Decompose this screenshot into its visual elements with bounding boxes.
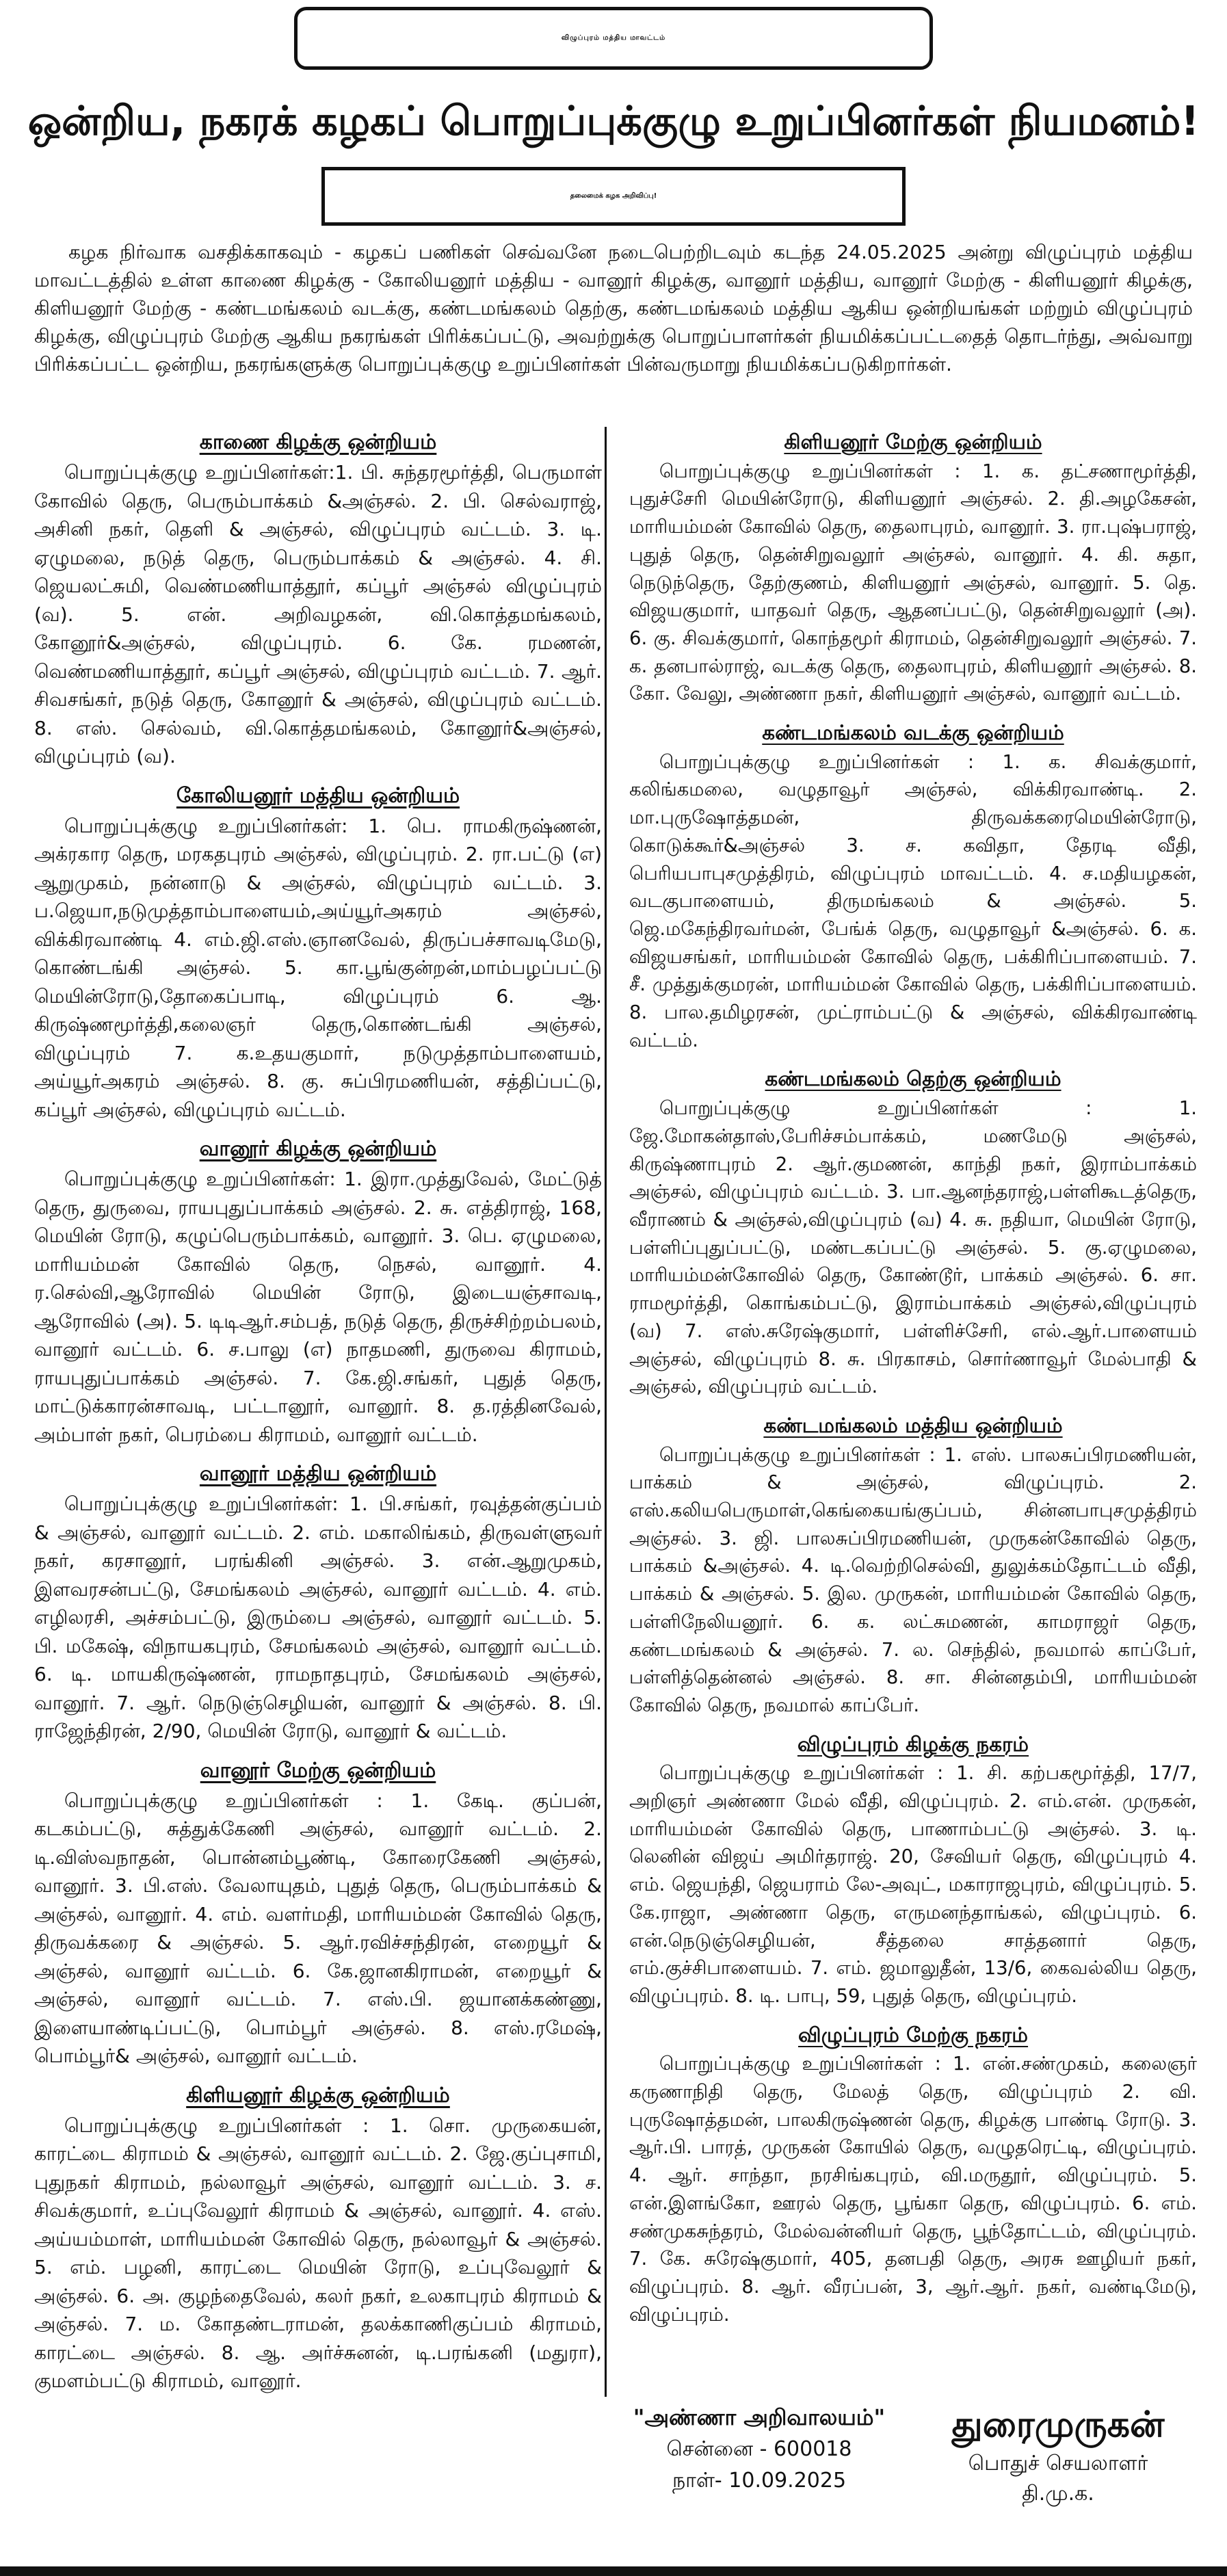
section-heading: கோலியனூர் மத்திய ஒன்றியம் [176, 783, 460, 808]
intro-paragraph: கழக நிர்வாக வசதிக்காகவும் - கழகப் பணிகள் செவ்வனே நடைபெற்றிடவும் கடந்த 24.05.2025 அன்று விழுப்புரம் மத்திய மாவட்டத்தில் உள்ள காணை கிழக்கு - கோலியனூர் மத்திய - வானூர் கிழக்கு, வானூர் மத்திய, வானூர் மேற்கு - கிளியனூர் கிழக்கு, கிளியனூர் மேற்கு - கண்டமங்கலம் வடக்கு, கண்டமங்கலம் தெற்கு, கண்டமங்கலம் மத்திய ஆகிய ஒன்றியங்கள் மற்றும் விழுப்புரம் கிழக்கு, விழுப்புரம் மேற்கு ஆகிய நகரங்கள் பிரிக்கப்பட்டு, அவற்றுக்கு பொறுப்பாளர்கள் நியமிக்கப்பட்டதைத் தொடர்ந்து, அவ்வாறு பிரிக்கப்பட்ட ஒன்றிய, நகரங்களுக்கு பொறுப்புக்குழு உறுப்பினர்கள் பின்வருமாறு நியமிக்கப்படுகிறார்கள். [34, 241, 1193, 376]
section-heading: விழுப்புரம் மேற்கு நகரம் [797, 2023, 1029, 2047]
office-name: "அண்ணா அறிவாலயம்" [633, 2404, 886, 2430]
section-heading: கண்டமங்கலம் வடக்கு ஒன்றியம் [762, 721, 1064, 745]
section-members: பொறுப்புக்குழு உறுப்பினர்கள்: 1. பி.சங்கர், ரவுத்தன்குப்பம் & அஞ்சல், வானூர் வட்டம். 2. எம். மகாலிங்கம், திருவள்ளுவர் நகர், கரசானூர், பரங்கினி அஞ்சல். 3. என்.ஆறுமுகம், இளவரசன்பட்டு, சேமங்கலம் அஞ்சல், வானூர் வட்டம். 4. எம். எழிலரசி, அச்சம்பட்டு, இரும்பை அஞ்சல், வானூர் வட்டம். 5. பி. மகேஷ், விநாயகபுரம், சேமங்கலம் அஞ்சல், வானூர் வட்டம். 6. டி. மாயகிருஷ்ணன், ராமநாதபுரம், சேமங்கலம் அஞ்சல், வானூர். 7. ஆர். நெடுஞ்செழியன், வானூர் & அஞ்சல். 8. பி. ராஜேந்திரன், 2/90, மெயின் ரோடு, வானூர் & வட்டம். [34, 1493, 602, 1742]
section-heading: வானூர் மத்திய ஒன்றியம் [199, 1462, 437, 1486]
bottom-border [0, 2566, 1227, 2576]
union-section [629, 1729, 1197, 2010]
union-section [34, 780, 602, 1125]
section-heading: வானூர் கிழக்கு ஒன்றியம் [199, 1137, 437, 1161]
section-members: பொறுப்புக்குழு உறுப்பினர்கள் : 1. க. தட்சணாமூர்த்தி, புதுச்சேரி மெயின்ரோடு, கிளியனூர் அஞ்சல். 2. தி.அழகேசன், மாரியம்மன் கோவில் தெரு, தைலாபுரம், வானூர். 3. ரா.புஷ்பராஜ், புதுத் தெரு, தென்சிறுவலூர் அஞ்சல், வானூர். 4. கி. சுதா, நெடுந்தெரு, தேற்குணம், கிளியனூர் அஞ்சல், வானூர். 5. தெ. விஜயகுமார், யாதவர் தெரு, ஆதனப்பட்டு, தென்சிறுவலூர் (அ). 6. கு. சிவக்குமார், கொந்தமூர் கிராமம், தென்சிறுவலூர் அஞ்சல். 7. க. தனபால்ராஜ், வடக்கு தெரு, தைலாபுரம், கிளியனூர் அஞ்சல். 8. கோ. வேலு, அண்ணா நகர், கிளியனூர் அஞ்சல், வானூர் வட்டம். [629, 460, 1197, 705]
union-section [34, 427, 602, 771]
section-members: பொறுப்புக்குழு உறுப்பினர்கள் : 1. சொ. முருகையன், காரட்டை கிராமம் & அஞ்சல், வானூர் வட்டம். 2. ஜே.குப்புசாமி, புதுநகர் கிராமம், நல்லாவூர் அஞ்சல், வானூர் வட்டம். 3. ச. சிவக்குமார், உப்புவேலூர் கிராமம் & அஞ்சல், வானூர். 4. எஸ். அய்யம்மாள், மாரியம்மன் கோவில் தெரு, நல்லாவூர் & அஞ்சல். 5. எம். பழனி, காரட்டை மெயின் ரோடு, உப்புவேலூர் & அஞ்சல். 6. அ. குழந்தைவேல், கலர் நகர், உலகாபுரம் கிராமம் & அஞ்சல். 7. ம. கோதண்டராமன், தலக்காணிகுப்பம் கிராமம், காரட்டை அஞ்சல். 8. ஆ. அர்ச்சுனன், டி.பரங்கனி (மதுரா), குமளம்பட்டு கிராமம், வானூர். [34, 2114, 602, 2392]
office-city: சென்னை - 600018 [666, 2437, 852, 2461]
section-heading: விழுப்புரம் கிழக்கு நகரம் [797, 1732, 1029, 1756]
union-section [34, 2080, 602, 2395]
notice-date: நாள்- 10.09.2025 [672, 2469, 847, 2493]
footer [616, 2401, 1206, 2562]
signatory-name: துரைமுருகன் [951, 2404, 1165, 2445]
section-members: பொறுப்புக்குழு உறுப்பினர்கள்:1. பி. சுந்தரமூர்த்தி, பெருமாள் கோவில் தெரு, பெரும்பாக்கம் &அஞ்சல். 2. பி. செல்வராஜ், அசினி நகர், தெளி & அஞ்சல், விழுப்புரம் வட்டம். 3. டி. ஏழுமலை, நடுத் தெரு, பெரும்பாக்கம் & அஞ்சல். 4. சி. ஜெயலட்சுமி, வெண்மணியாத்தூர், கப்பூர் அஞ்சல் விழுப்புரம் (வ). 5. என். அறிவழகன், வி.கொத்தமங்கலம், கோனூர்&அஞ்சல், விழுப்புரம். 6. கே. ரமணன், வெண்மணியாத்தூர், கப்பூர் அஞ்சல், விழுப்புரம் வட்டம். 7. ஆர். சிவசங்கர், நடுத் தெரு, கோனூர் & அஞ்சல், விழுப்புரம் வட்டம். 8. எஸ். செல்வம், வி.கொத்தமங்கலம், கோனூர்&அஞ்சல், விழுப்புரம் (வ). [34, 461, 602, 767]
union-section [34, 1755, 602, 2071]
footer-signature [910, 2401, 1206, 2509]
section-heading: கண்டமங்கலம் மத்திய ஒன்றியம் [763, 1413, 1063, 1437]
union-section [629, 1410, 1197, 1720]
union-section [629, 2020, 1197, 2329]
union-section [629, 427, 1197, 708]
section-members: பொறுப்புக்குழு உறுப்பினர்கள் : 1. கேடி. குப்பன், கடகம்பட்டு, சுத்துக்கேணி அஞ்சல், வானூர் வட்டம். 2. டி.விஸ்வநாதன், பொன்னம்பூண்டி, கோரைகேணி அஞ்சல், வானூர். 3. பி.எஸ். வேலாயுதம், புதுத் தெரு, பெரும்பாக்கம் & அஞ்சல், வானூர். 4. எம். வளர்மதி, மாரியம்மன் கோவில் தெரு, திருவக்கரை & அஞ்சல். 5. ஆர்.ரவிச்சந்திரன், எறையூர் & அஞ்சல், வானூர் வட்டம். 6. கே.ஜானகிராமன், எறையூர் & அஞ்சல், வானூர் வட்டம். 7. எஸ்.பி. ஜயானக்கண்ணு, இளையாண்டிப்பட்டு, பொம்பூர் அஞ்சல். 8. எஸ்.ரமேஷ், பொம்பூர்& அஞ்சல், வானூர் வட்டம். [34, 1789, 602, 2067]
section-heading: வானூர் மேற்கு ஒன்றியம் [200, 1758, 436, 1783]
left-column [34, 427, 602, 2405]
section-members: பொறுப்புக்குழு உறுப்பினர்கள் : 1. என்.சண்முகம், கலைஞர் கருணாநிதி தெரு, மேலத் தெரு, விழுப்புரம் 2. வி. புருஷோத்தமன், பாலகிருஷ்ணன் தெரு, கிழக்கு பாண்டி ரோடு. 3. ஆர்.பி. பாரத், முருகன் கோயில் தெரு, வழுதரெட்டி, விழுப்புரம். 4. ஆர். சாந்தா, நரசிங்கபுரம், வி.மருதூர், விழுப்புரம். 5. என்.இளங்கோ, ஊரல் தெரு, பூங்கா தெரு, விழுப்புரம். 6. எம். சண்முகசுந்தரம், மேல்வன்னியர் தெரு, பூந்தோட்டம், விழுப்புரம். 7. கே. சுரேஷ்குமார், 405, தனபதி தெரு, அரசு ஊழியர் நகர், விழுப்புரம். 8. ஆர். வீரப்பன், 3, ஆர்.ஆர். நகர், வண்டிமேடு, விழுப்புரம். [629, 2053, 1197, 2326]
section-members: பொறுப்புக்குழு உறுப்பினர்கள் : 1. சி. கற்பகமூர்த்தி, 17/7, அறிஞர் அண்ணா மேல் வீதி, விழுப்புரம். 2. எம்.என். முருகன், மாரியம்மன் கோவில் தெரு, பாணாம்பட்டு அஞ்சல். 3. டி. லெனின் விஜய் அமிர்தராஜ். 20, சேவியர் தெரு, விழுப்புரம் 4. எம். ஜெயந்தி, ஜெயராம் லே-அவுட், மகாராஜபுரம், விழுப்புரம். 5. கே.ராஜா, அண்ணா தெரு, எருமனந்தாங்கல், விழுப்புரம். 6. என்.நெடுஞ்செழியன், சீத்தலை சாத்தனார் தெரு, எம்.குச்சிபாளையம். 7. எம். ஜமாலுதீன், 13/6, கைவல்லிய தெரு, விழுப்புரம். 8. டி. பாபு, 59, புதுத் தெரு, விழுப்புரம். [629, 1762, 1197, 2007]
footer-address [616, 2401, 903, 2497]
section-heading: கிளியனூர் மேற்கு ஒன்றியம் [784, 430, 1042, 454]
union-section [629, 1064, 1197, 1400]
section-heading: காணை கிழக்கு ஒன்றியம் [199, 430, 437, 454]
section-heading: கண்டமங்கலம் தெற்கு ஒன்றியம் [765, 1067, 1061, 1091]
section-members: பொறுப்புக்குழு உறுப்பினர்கள் : 1. க. சிவக்குமார், கலிங்கமலை, வழுதாவூர் அஞ்சல், விக்கிரவாண்டி. 2. மா.புருஷோத்தமன், திருவக்கரைமெயின்ரோடு, கொடுக்கூர்&அஞ்சல் 3. ச. கவிதா, தேரடி வீதி, பெரியபாபுசமுத்திரம், விழுப்புரம் மாவட்டம். 4. ச.மதியழகன், வடகுபாளையம், திருமங்கலம் & அஞ்சல். 5. ஜெ.மகேந்திரவர்மன், பேங்க் தெரு, வழுதாவூர் &அஞ்சல். 6. க. விஜயசங்கர், மாரியம்மன் கோவில் தெரு, பக்கிரிப்பாளையம். 7. சீ. முத்துக்குமரன், மாரியம்மன் கோவில் தெரு, பக்கிரிப்பாளையம். 8. பால.தமிழரசன், முட்ராம்பட்டு & அஞ்சல், விக்கிரவாண்டி வட்டம். [629, 750, 1197, 1051]
union-section [34, 1133, 602, 1449]
district-title: விழுப்புரம் மத்திய மாவட்டம் [294, 7, 933, 70]
column-divider [605, 427, 607, 2397]
main-headline: ஒன்றிய, நகரக் கழகப் பொறுப்புக்குழு உறுப்பினர்கள் நியமனம்! [27, 96, 1200, 144]
party-name: தி.மு.க. [1022, 2482, 1094, 2506]
section-members: பொறுப்புக்குழு உறுப்பினர்கள் : 1. எஸ். பாலசுப்பிரமணியன், பாக்கம் & அஞ்சல், விழுப்புரம். 2. எஸ்.கலியபெருமாள்,கெங்கையங்குப்பம், சின்னபாபுசமுத்திரம் அஞ்சல். 3. ஜி. பாலசுப்பிரமணியன், முருகன்கோவில் தெரு, பாக்கம் &அஞ்சல். 4. டி.வெற்றிசெல்வி, துலுக்கம்தோட்டம் வீதி, பாக்கம் & அஞ்சல். 5. இல. முருகன், மாரியம்மன் கோவில் தெரு, பள்ளிநேலியனூர். 6. க. லட்சுமணன், காமராஜர் தெரு, கண்டமங்கலம் & அஞ்சல். 7. ல. செந்தில், நவமால் காப்பேர், பள்ளித்தென்னல் அஞ்சல். 8. சா. சின்னதம்பி, மாரியம்மன் கோவில் தெரு, நவமால் காப்பேர். [629, 1443, 1197, 1716]
headquarters-notice-label: தலைமைக் கழக அறிவிப்பு! [321, 167, 906, 226]
union-section [629, 718, 1197, 1054]
section-members: பொறுப்புக்குழு உறுப்பினர்கள்: 1. இரா.முத்துவேல், மேட்டுத் தெரு, துருவை, ராயபுதுப்பாக்கம் அஞ்சல். 2. சு. எத்திராஜ், 168, மெயின் ரோடு, கழுப்பெரும்பாக்கம், வானூர். 3. பெ. ஏழுமலை, மாரியம்மன் கோவில் தெரு, நெசல், வானூர். 4. ர.செல்வி,ஆரோவில் மெயின் ரோடு, இடையஞ்சாவடி, ஆரோவில் (அ). 5. டிடிஆர்.சம்பத், நடுத் தெரு, திருச்சிற்றம்பலம், வானூர் வட்டம். 6. ச.பாலு (எ) நாதமணி, துருவை கிராமம், ராயபுதுப்பாக்கம் அஞ்சல். 7. கே.ஜி.சங்கர், புதுத் தெரு, மாட்டுக்காரன்சாவடி, பட்டானூர், வானூர். 8. த.ரத்தினவேல், அம்பாள் நகர், பெரம்பை கிராமம், வானூர் வட்டம். [34, 1168, 602, 1446]
section-members: பொறுப்புக்குழு உறுப்பினர்கள்: 1. பெ. ராமகிருஷ்ணன், அக்ரகார தெரு, மரகதபுரம் அஞ்சல், விழுப்புரம். 2. ரா.பட்டு (எ) ஆறுமுகம், நன்னாடு & அஞ்சல், விழுப்புரம் வட்டம். 3. ப.ஜெயா,நடுமுத்தாம்பாளையம்,அய்யூர்அகரம் அஞ்சல், விக்கிரவாண்டி 4. எம்.ஜி.எஸ்.ஞானவேல், திருப்பச்சாவடிமேடு, கொண்டங்கி அஞ்சல். 5. கா.பூங்குன்றன்,மாம்பழப்பட்டு மெயின்ரோடு,தோகைப்பாடி, விழுப்புரம் 6. ஆ. கிருஷ்ணமூர்த்தி,கலைஞர் தெரு,கொண்டங்கி அஞ்சல், விழுப்புரம் 7. க.உதயகுமார், நடுமுத்தாம்பாளையம், அய்யூர்அகரம் அஞ்சல். 8. கு. சுப்பிரமணியன், சத்திப்பட்டு, கப்பூர் அஞ்சல், விழுப்புரம் வட்டம். [34, 814, 602, 1121]
section-members: பொறுப்புக்குழு உறுப்பினர்கள் : 1. ஜே.மோகன்தாஸ்,பேரிச்சம்பாக்கம், மணமேடு அஞ்சல், கிருஷ்ணாபுரம் 2. ஆர்.குமணன், காந்தி நகர், இராம்பாக்கம் அஞ்சல், விழுப்புரம் வட்டம். 3. பா.ஆனந்தராஜ்,பள்ளிகூடத்தெரு, வீராணம் & அஞ்சல்,விழுப்புரம் (வ) 4. சு. நதியா, மெயின் ரோடு, பள்ளிப்புதுப்பட்டு, மண்டகப்பட்டு அஞ்சல். 5. கு.ஏழுமலை, மாரியம்மன்கோவில் தெரு, கோண்டூர், பாக்கம் அஞ்சல். 6. சா. ராமமூர்த்தி, கொங்கம்பட்டு, இராம்பாக்கம் அஞ்சல்,விழுப்புரம் (வ) 7. எஸ்.சுரேஷ்குமார், பள்ளிச்சேரி, எல்.ஆர்.பாளையம் அஞ்சல், விழுப்புரம் 8. சு. பிரகாசம், சொர்ணாவூர் மேல்பாதி & அஞ்சல், விழுப்புரம் வட்டம். [629, 1097, 1197, 1398]
signatory-role: பொதுச் செயலாளர் [968, 2452, 1148, 2475]
union-section [34, 1458, 602, 1746]
section-heading: கிளியனூர் கிழக்கு ஒன்றியம் [186, 2083, 450, 2107]
right-column [629, 427, 1197, 2338]
